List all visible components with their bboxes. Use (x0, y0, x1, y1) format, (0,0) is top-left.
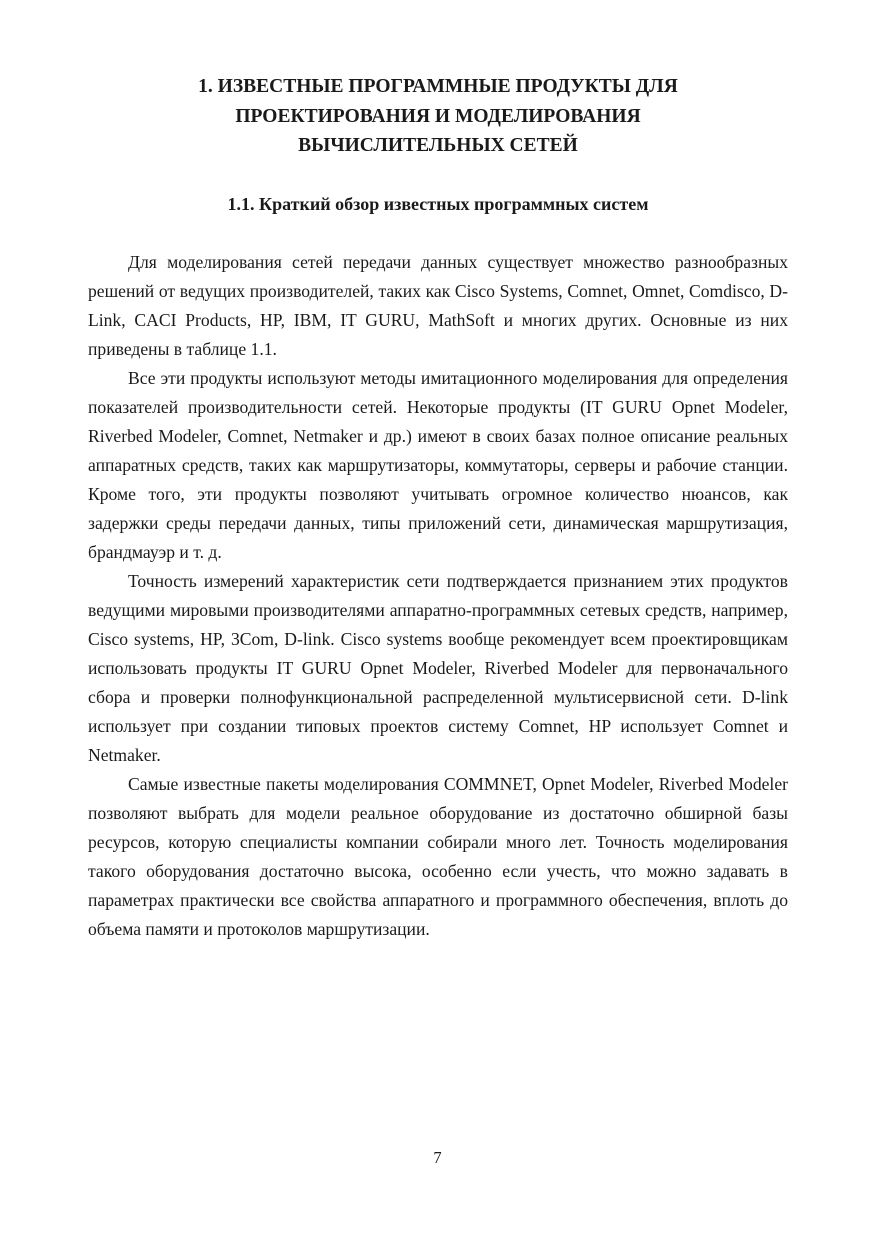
paragraph: Самые известные пакеты моделирования COMMNET, Opnet Modeler, Riverbed Modeler позволяют выбрать для модели реальное оборудование из достаточно обширной базы ресурсов, которую специалисты компании собирали много лет. Точность моделирования такого оборудования достаточно высока, особенно если учесть, что можно задавать в параметрах практически все свойства аппаратного и программного обеспечения, вплоть до объема памяти и протоколов маршрутизации. (88, 774, 788, 939)
page-number: 7 (433, 1148, 442, 1167)
paragraph: Все эти продукты используют методы имитационного моделирования для определения показателей производительности сетей. Некоторые продукты (IT GURU Opnet Modeler, Riverbed Modeler, Comnet, Netmaker и др.) имеют в своих базах полное описание реальных аппаратных средств, таких как маршрутизаторы, коммутаторы, серверы и рабочие станции. Кроме того, эти продукты позволяют учитывать огромное количество нюансов, как задержки среды передачи данных, типы приложений сети, динамическая маршрутизация, брандмауэр и т. д. (88, 368, 788, 562)
section-title: 1.1. Краткий обзор известных программных систем (227, 194, 649, 214)
chapter-title-line: ПРОЕКТИРОВАНИЯ И МОДЕЛИРОВАНИЯ (235, 105, 641, 127)
body-text (88, 248, 788, 944)
chapter-title-line: 1. ИЗВЕСТНЫЕ ПРОГРАММНЫЕ ПРОДУКТЫ ДЛЯ (198, 76, 678, 97)
paragraph: Для моделирования сетей передачи данных существует множество разнообразных решений от ведущих производителей, таких как Cisco Systems, Comnet, Omnet, Comdisco, D-Link, CACI Products, HP, IBM, IT GURU, MathSoft и многих других. Основные из них приведены в таблице 1.1. (88, 252, 788, 359)
chapter-title-line: ВЫЧИСЛИТЕЛЬНЫХ СЕТЕЙ (298, 135, 578, 156)
chapter-title (88, 72, 788, 161)
paragraph: Точность измерений характеристик сети подтверждается признанием этих продуктов ведущими мировыми производителями аппаратно-программных сетевых средств, например, Cisco systems, HP, 3Com, D-link. Cisco systems вообще рекомендует всем проектировщикам использовать продукты IT GURU Opnet Modeler, Riverbed Modeler для первоначального сбора и проверки полнофункциональной распределенной мультисервисной сети. D-link использует при создании типовых проектов систему Comnet, HP использует Comnet и Netmaker. (88, 571, 788, 765)
